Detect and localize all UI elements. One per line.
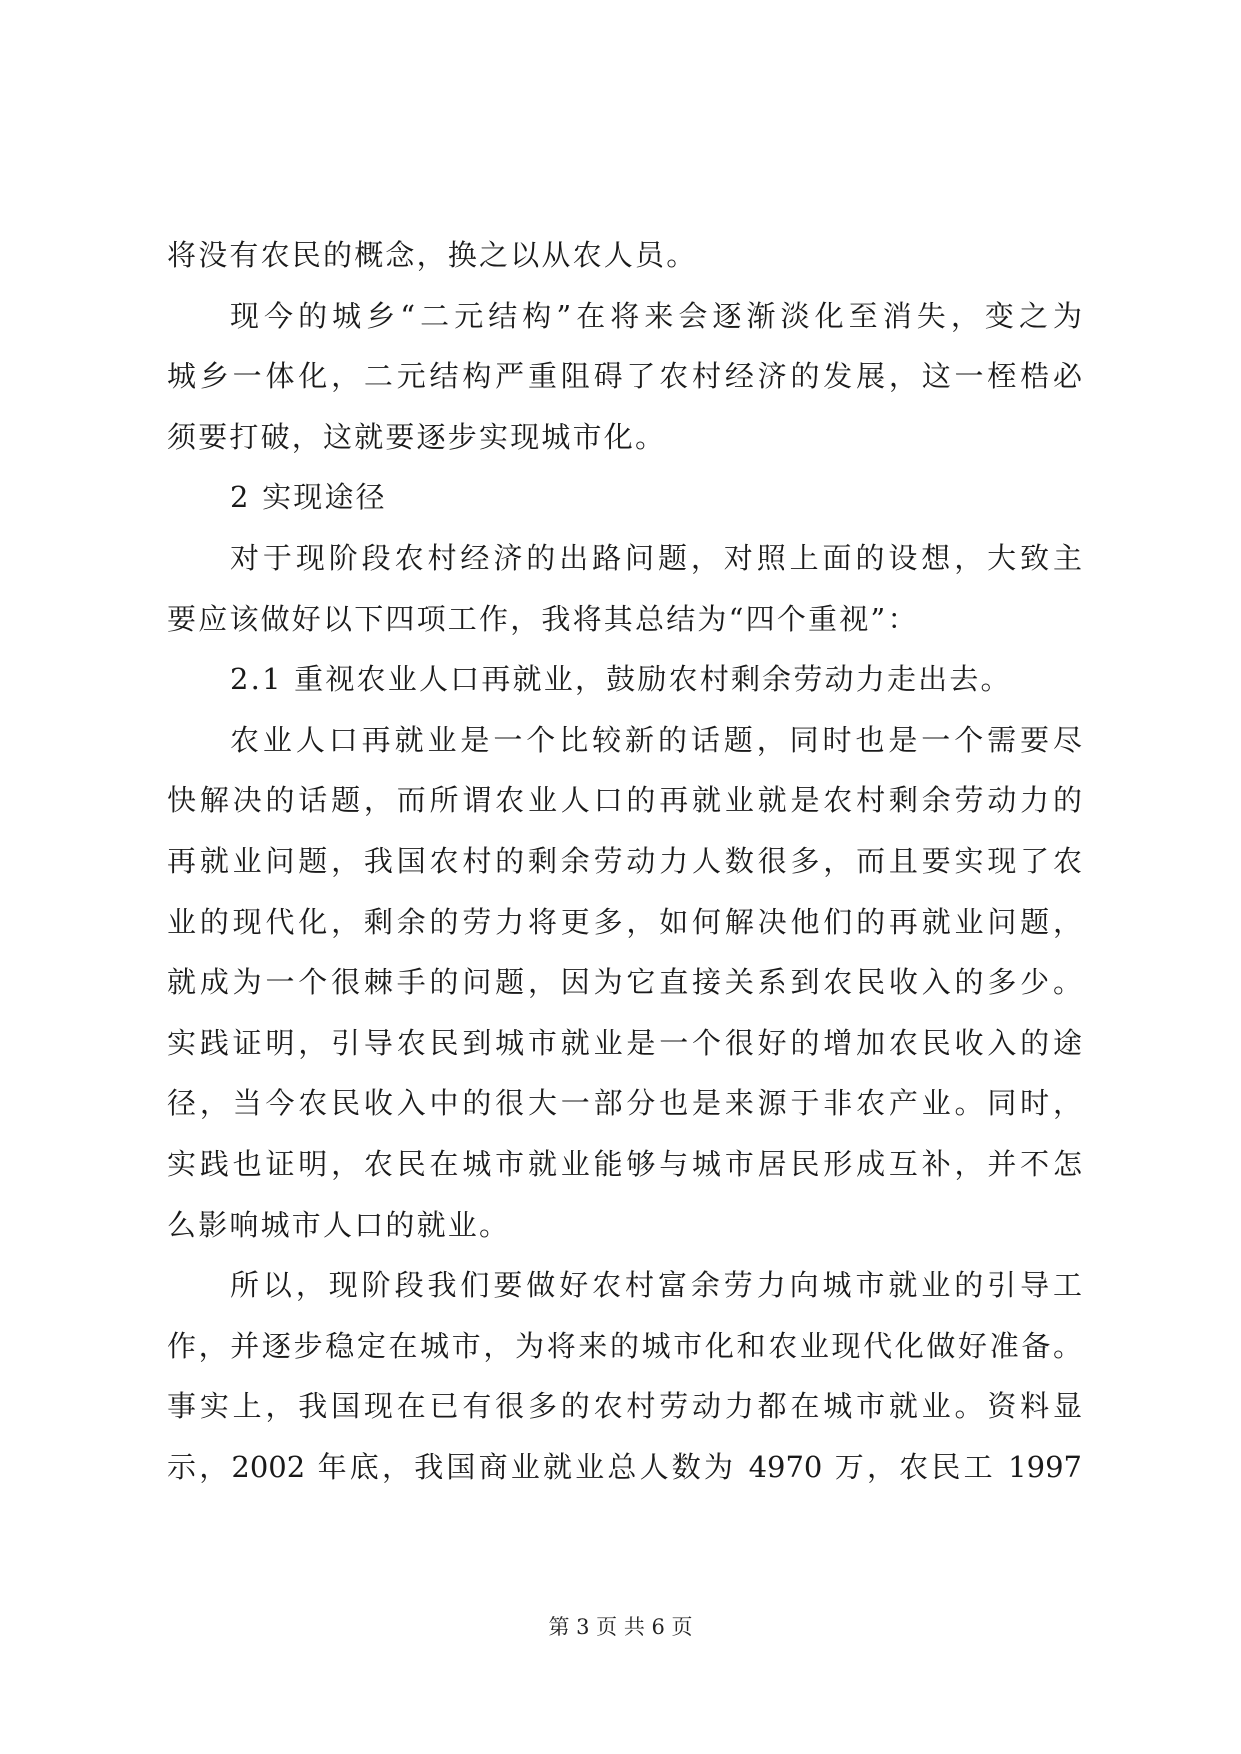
page-number-footer: 第 3 页 共 6 页 [548,1615,693,1639]
text-line: 快解决的话题，而所谓农业人口的再就业就是农村剩余劳动力的 [167,783,1082,818]
text-line: 就成为一个很棘手的问题，因为它直接关系到农民收入的多少。 [167,965,1082,1000]
text-line: 对于现阶段农村经济的出路问题，对照上面的设想，大致主 [230,540,1082,575]
text-line: 么影响城市人口的就业。 [167,1207,511,1242]
text-line: 径，当今农民收入中的很大一部分也是来源于非农产业。同时， [167,1086,1082,1121]
text-line: 再就业问题，我国农村的剩余劳动力人数很多，而且要实现了农 [167,843,1082,878]
text-line: 要应该做好以下四项工作，我将其总结为“四个重视”： [167,601,919,636]
text-line: 将没有农民的概念，换之以从农人员。 [167,238,698,272]
text-line: 农业人口再就业是一个比较新的话题，同时也是一个需要尽 [230,722,1082,757]
subsection-heading: 2.1 重视农业人口再就业，鼓励农村剩余劳动力走出去。 [230,662,1012,697]
text-line: 城乡一体化，二元结构严重阻碍了农村经济的发展，这一桎梏必 [167,359,1082,394]
text-line: 现今的城乡“二元结构”在将来会逐渐淡化至消失，变之为 [230,298,1082,333]
text-line: 实践也证明，农民在城市就业能够与城市居民形成互补，并不怎 [167,1146,1082,1181]
text-line: 示，2002 年底，我国商业就业总人数为 4970 万，农民工 1997 [167,1449,1082,1484]
text-line: 须要打破，这就要逐步实现城市化。 [167,419,667,454]
text-line: 所以，现阶段我们要做好农村富余劳力向城市就业的引导工 [230,1268,1082,1303]
section-heading: 2 实现途径 [230,480,387,515]
text-line: 作，并逐步稳定在城市，为将来的城市化和农业现代化做好准备。 [167,1328,1082,1363]
text-line: 业的现代化，剩余的劳力将更多，如何解决他们的再就业问题， [167,904,1082,939]
body-text [167,225,1082,1497]
text-line: 事实上，我国现在已有很多的农村劳动力都在城市就业。资料显 [167,1389,1082,1424]
text-line: 实践证明，引导农民到城市就业是一个很好的增加农民收入的途 [167,1025,1082,1060]
